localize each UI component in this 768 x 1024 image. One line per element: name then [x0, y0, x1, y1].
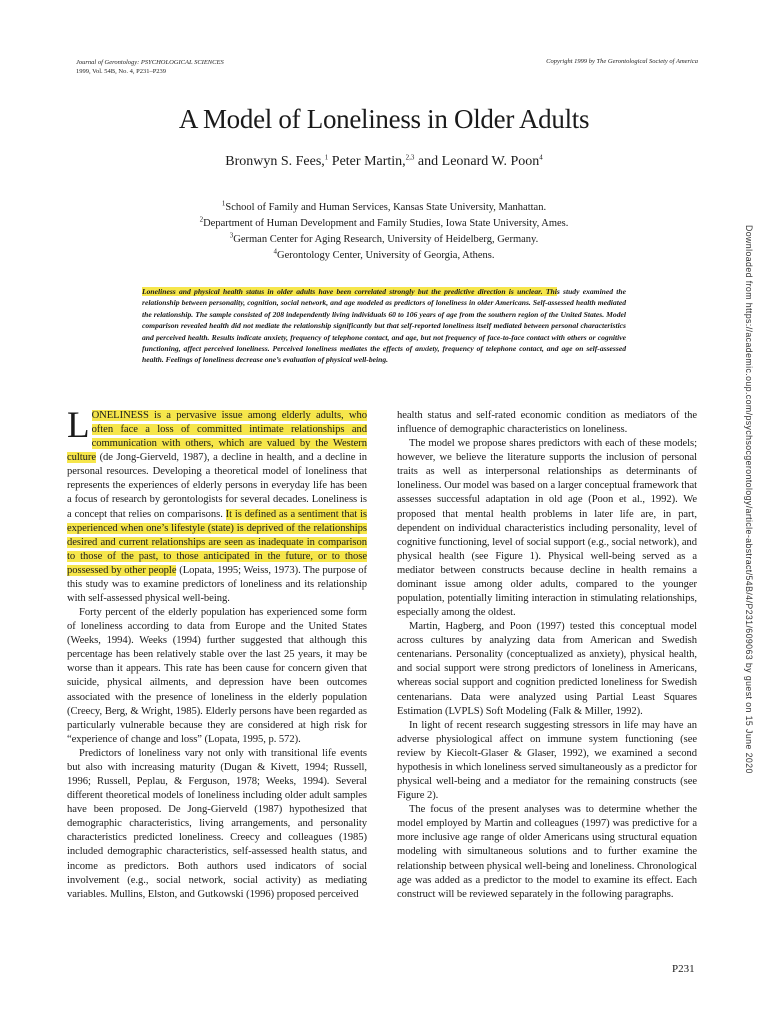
drop-cap: L: [67, 405, 90, 446]
author-list: [0, 154, 768, 170]
affiliation-mark: 2: [199, 215, 204, 224]
author-name: Bronwyn S. Fees,: [225, 154, 325, 169]
affiliation-mark: 4: [273, 247, 277, 256]
affiliation-mark: 3: [229, 231, 234, 240]
author-affiliation-mark: 2,3: [405, 153, 415, 162]
author-name: Peter Martin,: [328, 154, 406, 169]
affiliation-line: [0, 216, 768, 232]
affiliations: [0, 200, 768, 264]
right-column: [397, 409, 697, 902]
author-name: and Leonard W. Poon: [414, 154, 540, 169]
article-title: A Model of Loneliness in Older Adults: [178, 104, 590, 134]
paragraph: Martin, Hagberg, and Poon (1997) tested this conceptual model across cultures by analyzing data from American and Swedish centenarians. Personality (conceptualized as anxiety), physical health, and social support were strong predictors of loneliness in Americans, whereas social support and cognition predicted loneliness for Swedish centenarians. Data were analyzed using Partial Least Squares Estimation (LVPLS) Soft Modeling (Falk & Miller, 1992).: [397, 621, 697, 717]
paragraph: The model we propose shares predictors with each of these models; however, we believe the literature supports the inclusion of personal traits as well as interpersonal relationships as determinants of loneliness. Our model was based on a larger conceptual framework that assesses successful adaptation in old age (Poon et al., 1992). We proposed that mental health problems in later life are, in part, dependent on individual characteristics including personality, level of cognitive functioning, level of social support (e.g., social network), and physical health (see Figure 1). Physical well-being served as a mediator between constructs because decline in health remains a dominant issue among older adults, compared to the younger population, potentially limiting interaction in stimulating relationships, especially among the oldest.: [397, 438, 697, 619]
paragraph-text: (de Jong-Gierveld, 1987), a decline in health, and a decline in personal resources. Developing a theoretical model of loneliness that represents the experiences of elderly persons in everyday life has been a focus of research by gerontologists for several decades. Loneliness is a concept that relies on comparisons.: [67, 452, 367, 520]
affiliation-line: [0, 200, 768, 216]
paragraph: health status and self-rated economic condition as mediators of the influence of demographic characteristics on loneliness.: [397, 410, 697, 436]
affiliation-mark: 1: [221, 199, 226, 208]
paragraph: Predictors of loneliness vary not only with transitional life events but also with increasing maturity (Dugan & Kivett, 1994; Russell, 1996; Russell, Peplau, & Ferguson, 1978; Weeks, 1994). Several different theoretical models of loneliness including older adult samples have been proposed. De Jong-Gierveld (1987) hypothesized that demographic characteristics, living arrangements, and personality characteristics predicted loneliness. Creecy and colleagues (1985) included demographic characteristics, self-assessed health status, and income as predictors. Both authors used indicators of social involvement (e.g., social network, social activity) as mediating variables. Mullins, Elston, and Gutkowski (1996) proposed perceived: [67, 747, 367, 900]
affiliation-text: Department of Human Development and Family Studies, Iowa State University, Ames.: [203, 218, 569, 229]
affiliation-line: [0, 248, 768, 264]
left-column: [67, 405, 367, 902]
copyright-notice: Copyright 1999 by The Gerontological Society of America: [546, 58, 698, 65]
author-affiliation-mark: 1: [324, 153, 329, 162]
highlighted-text: It is defined as a sentiment that is experienced when one’s lifestyle (state) is deprived of the relationships desired and current relationships are seen as inadequate in comparison to those of the past, to those anticipated in the future, or to those possessed by other people: [67, 508, 367, 576]
abstract-highlighted-text: Loneliness and physical health status in older adults have been correlated strongly but the predictive direction is unclear. Thi: [142, 287, 557, 296]
paragraph-text: (Lopata, 1995; Weiss, 1973). The purpose of this study was to examine predictors of loneliness and its relationship with self-assessed physical well-being.: [67, 564, 367, 605]
page-number: P231: [672, 963, 695, 975]
abstract-text: s study examined the relationship between personality, cognition, social network, and age modeled as predictors of loneliness in older Americans. Self-assessed health mediated the relationship. The sample consisted of 208 independently living individuals 60 to 106 years of age from the southern region of the United States. Model comparison revealed health did not mediate the relationship significantly but that self-reported loneliness itself mediated between personal characteristics and perceived health. Results indicate anxiety, frequency of telephone contact, and age, but not frequency of face-to-face contact with others or cognitive functioning, affect perceived loneliness. Perceived loneliness mediates the effects of anxiety, frequency of telephone contact, and age on self-assessed health. Feelings of loneliness decrease one’s evaluation of physical well-being.: [142, 287, 626, 365]
abstract: [142, 286, 626, 366]
download-watermark: Downloaded from https://academic.oup.com/psychsocgerontology/article-abstract/54B/4/P231/609063 by guest on 15 June 2020: [744, 225, 754, 774]
paragraph: In light of recent research suggesting stressors in life may have an adverse physiological affect on immune system functioning (see review by Kiecolt-Glaser & Glaser, 1992), we examined a second hypothesis in which loneliness served simultaneously as a predictor for physical well-being and a mediator for the remaining constructs (see Figure 2).: [397, 719, 697, 802]
affiliation-text: Gerontology Center, University of Georgia, Athens.: [276, 250, 495, 261]
affiliation-text: School of Family and Human Services, Kansas State University, Manhattan.: [225, 202, 547, 213]
journal-volume: 1999, Vol. 54B, No. 4, P231–P239: [76, 68, 167, 75]
journal-name: Journal of Gerontology: PSYCHOLOGICAL SCIENCES: [76, 59, 224, 66]
affiliation-text: German Center for Aging Research, University of Heidelberg, Germany.: [233, 234, 539, 245]
journal-header: [76, 58, 224, 76]
affiliation-line: [0, 232, 768, 248]
paragraph: The focus of the present analyses was to determine whether the model employed by Martin and colleagues (1997) was predictive for a more inclusive age range of older Americans using structural equation modeling with simultaneous solutions and to further examine the relationship between physical well-being and loneliness. Chronological age was added as a predictor to the model to examine its effect. Each construct will be reviewed separately in the following paragraphs.: [397, 804, 697, 900]
highlighted-text: ONELINESS is a pervasive issue among elderly adults, who often face a loss of committed intimate relationships and communication with others, which are valued by the Western culture: [67, 410, 367, 464]
paragraph: Forty percent of the elderly population has experienced some form of loneliness according to data from Europe and the United States (Weeks, 1994). Weeks (1994) further suggested that although this percentage has been relatively stable over the last 25 years, it may be worse than it appears. This rate has been cause for concern given that suicide, physical ailments, and depression have been outcomes associated with the presence of loneliness in the elderly population (Creecy, Berg, & Wright, 1985). Elderly persons have been regarded as particularly vulnerable because they are considered at high risk for “experience of change and loss” (Lopata, 1995, p. 572).: [67, 607, 367, 745]
author-affiliation-mark: 4: [539, 153, 543, 162]
paragraph: [67, 405, 367, 606]
